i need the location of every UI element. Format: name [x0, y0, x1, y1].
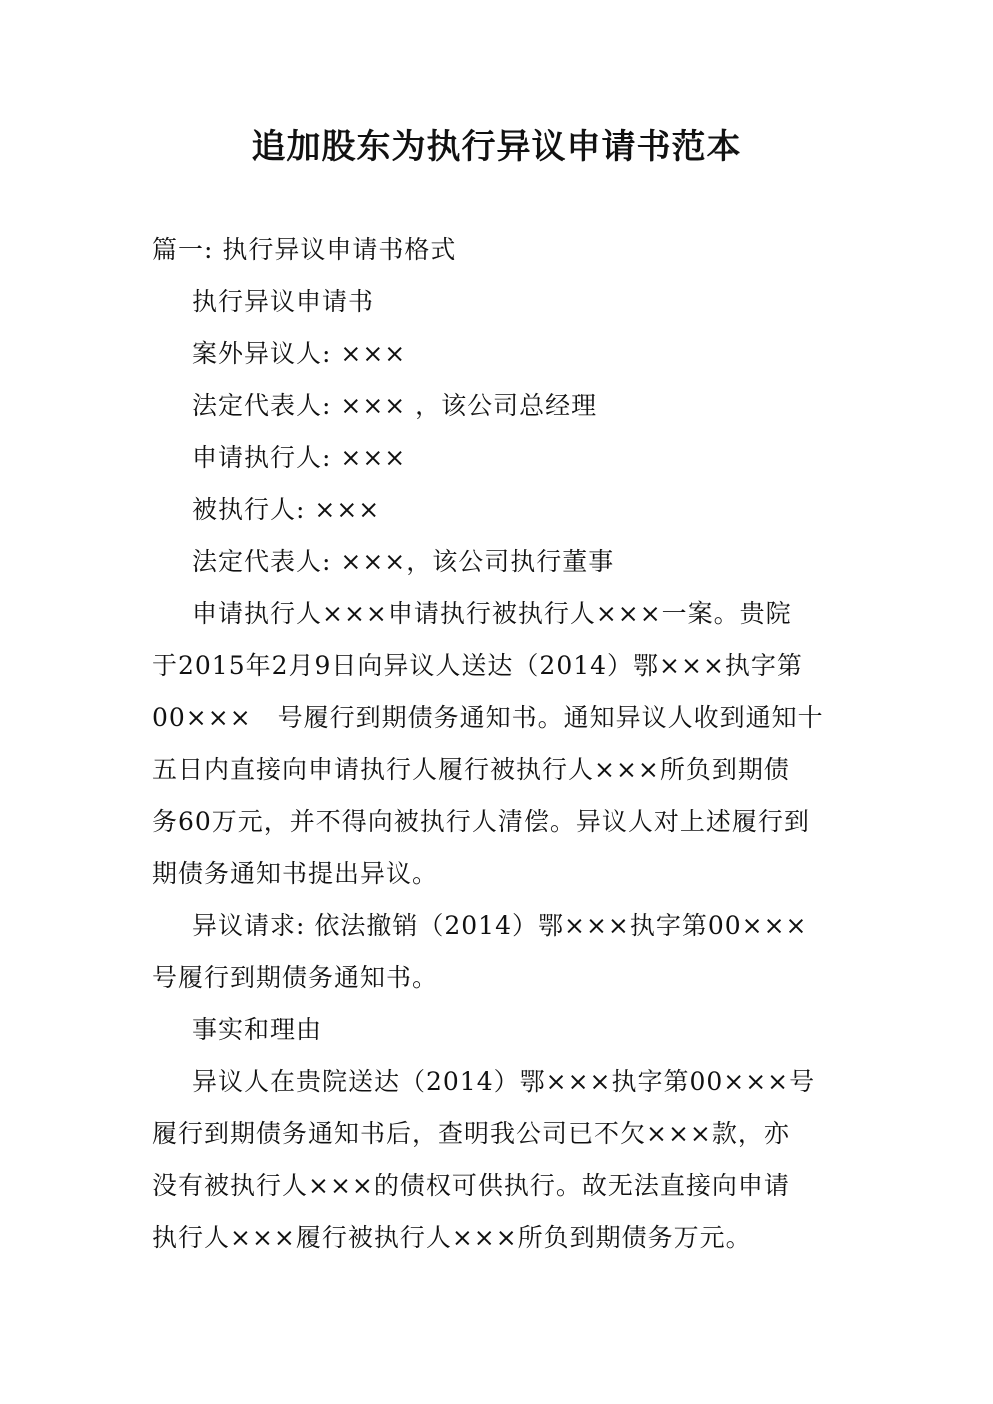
- form-title: 执行异议申请书: [192, 287, 375, 316]
- paragraph-case-line: 00××× 号履行到期债务通知书。通知异议人收到通知十: [152, 703, 824, 732]
- party-respondent: 被执行人: ×××: [192, 495, 381, 524]
- party-applicant: 申请执行人: ×××: [192, 443, 407, 472]
- party-objector: 案外异议人: ×××: [192, 339, 407, 368]
- document-title: 追加股东为执行异议申请书范本: [251, 127, 742, 167]
- paragraph-facts-line: 执行人×××履行被执行人×××所负到期债务万元。: [152, 1223, 752, 1252]
- paragraph-case-line: 务60万元，并不得向被执行人清偿。异议人对上述履行到: [152, 807, 810, 836]
- party-respondent-representative: 法定代表人: ×××，该公司执行董事: [192, 547, 615, 576]
- paragraph-facts-line: 异议人在贵院送达（2014）鄂×××执字第00×××号: [192, 1067, 816, 1096]
- paragraph-facts-line: 没有被执行人×××的债权可供执行。故无法直接向申请: [152, 1171, 790, 1200]
- paragraph-case-line: 五日内直接向申请执行人履行被执行人×××所负到期债: [152, 755, 790, 784]
- paragraph-facts-line: 履行到期债务通知书后，查明我公司已不欠×××款，亦: [152, 1119, 790, 1148]
- section-heading: 篇一: 执行异议申请书格式: [152, 235, 457, 264]
- paragraph-case-line: 期债务通知书提出异议。: [152, 859, 439, 888]
- paragraph-case-line: 申请执行人×××申请执行被执行人×××一案。贵院: [192, 599, 792, 628]
- document-body: [152, 224, 842, 1264]
- paragraph-case-line: 于2015年2月9日向异议人送达（2014）鄂×××执字第: [152, 651, 803, 680]
- paragraph-request-line: 号履行到期债务通知书。: [152, 963, 439, 992]
- party-objector-representative: 法定代表人: ××× ，该公司总经理: [192, 391, 598, 420]
- section-facts-heading: 事实和理由: [192, 1015, 323, 1044]
- paragraph-request-line: 异议请求: 依法撤销（2014）鄂×××执字第00×××: [192, 911, 808, 940]
